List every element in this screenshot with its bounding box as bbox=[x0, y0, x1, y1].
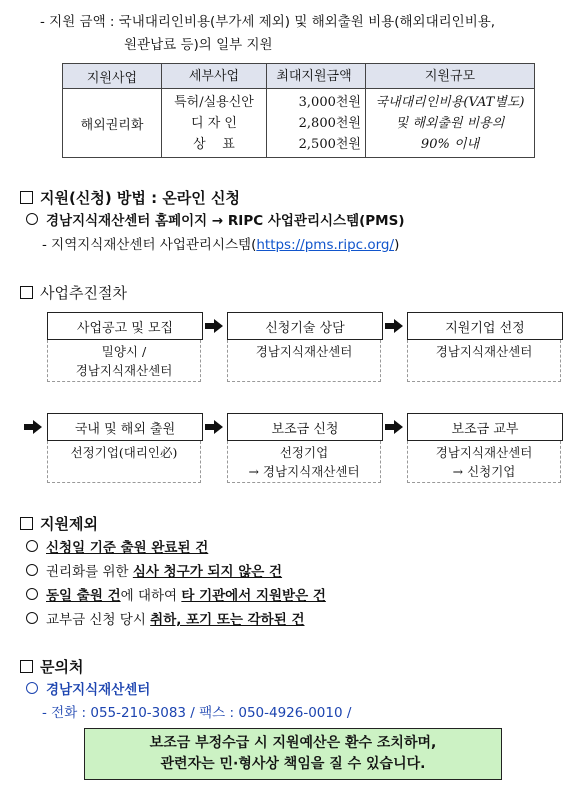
arrow-right-icon bbox=[205, 319, 223, 333]
notice-line2: 관련자는 민·형사상 책임을 질 수 있습니다. bbox=[160, 756, 426, 772]
arrow-right-icon bbox=[385, 319, 403, 333]
max-amount-design: 2,800천원 bbox=[298, 115, 361, 131]
application-sub-suffix: ) bbox=[394, 237, 400, 253]
section-square-icon bbox=[20, 660, 33, 673]
circle-bullet-icon bbox=[26, 612, 38, 624]
step-6-desc-line1: 경남지식재산센터 bbox=[435, 445, 533, 460]
contact-phone-line: - 전화 : 055-210-3083 / 팩스 : 050-4926-0010 / bbox=[42, 705, 352, 721]
header-program: 지원사업 bbox=[63, 64, 162, 89]
sub-program-patent: 특허/실용신안 bbox=[174, 94, 254, 110]
exclusion-1-em: 신청일 기준 출원 완료된 건 bbox=[46, 540, 209, 556]
application-section-title bbox=[20, 187, 240, 209]
exclusion-3-em: 동일 출원 건 bbox=[46, 588, 121, 604]
support-amount-line2: 원관납료 등)의 일부 지원 bbox=[124, 37, 273, 53]
exclusion-4-em: 취하, 포기 또는 각하된 건 bbox=[150, 612, 305, 628]
step-3-desc bbox=[407, 340, 561, 382]
exclusions-section-title bbox=[20, 513, 98, 535]
max-amount-trademark: 2,500천원 bbox=[298, 136, 361, 152]
arrow-right-icon bbox=[205, 420, 223, 434]
step-5-desc bbox=[227, 441, 381, 483]
exclusion-2-em: 심사 청구가 되지 않은 건 bbox=[132, 564, 283, 580]
step-3-desc-line1: 경남지식재산센터 bbox=[435, 344, 533, 359]
step-5-desc-line2: → 경남지식재산센터 bbox=[248, 464, 360, 479]
header-sub-program: 세부사업 bbox=[162, 64, 267, 89]
exclusion-2-pre: 권리화를 위한 bbox=[46, 564, 133, 580]
section-square-icon bbox=[20, 191, 33, 204]
arrow-right-icon bbox=[24, 420, 42, 434]
sub-program-design: 디 자 인 bbox=[191, 115, 237, 131]
exclusion-3-em2: 타 기관에서 지원받은 건 bbox=[181, 588, 326, 604]
exclusion-item-2 bbox=[26, 562, 282, 582]
support-amount-line1: - 지원 금액 : 국내대리인비용(부가세 제외) 및 해외출원 비용(해외대리인비용, bbox=[40, 14, 496, 30]
circle-bullet-icon bbox=[26, 540, 38, 552]
step-2-desc-line1: 경남지식재산센터 bbox=[255, 344, 353, 359]
step-4-box: 국내 및 해외 출원 bbox=[47, 413, 203, 441]
step-6-box: 보조금 교부 bbox=[407, 413, 563, 441]
pms-link[interactable]: https://pms.ripc.org/ bbox=[256, 237, 395, 253]
notice-line1: 보조금 부정수급 시 지원예산은 환수 조치하며, bbox=[149, 735, 437, 751]
step-6-desc bbox=[407, 441, 561, 483]
exclusion-4-pre: 교부금 신청 당시 bbox=[46, 612, 151, 628]
step-5-desc-line1: 선정기업 bbox=[279, 445, 329, 460]
contact-org bbox=[26, 680, 150, 700]
support-table bbox=[62, 63, 535, 158]
program-cell: 해외권리화 bbox=[63, 89, 162, 158]
max-amount-patent: 3,000천원 bbox=[298, 94, 361, 110]
procedure-section-title bbox=[20, 282, 127, 304]
max-amount-cell bbox=[267, 89, 366, 158]
application-sub bbox=[42, 235, 399, 255]
scope-line1: 국내대리인비용(VAT별도) bbox=[375, 94, 525, 110]
scope-line3: 90% 이내 bbox=[420, 136, 480, 152]
circle-bullet-icon bbox=[26, 564, 38, 576]
contact-title-text: 문의처 bbox=[40, 658, 84, 676]
procedure-title-text: 사업추진절차 bbox=[40, 284, 127, 302]
step-5-box: 보조금 신청 bbox=[227, 413, 383, 441]
circle-bullet-icon bbox=[26, 213, 38, 225]
step-1-box: 사업공고 및 모집 bbox=[47, 312, 203, 340]
contact-section-title bbox=[20, 656, 83, 678]
step-1-desc bbox=[47, 340, 201, 382]
application-title-text: 지원(신청) 방법 : 온라인 신청 bbox=[40, 189, 240, 207]
step-1-desc-line1: 밀양시 / bbox=[101, 344, 147, 359]
step-1-desc-line2: 경남지식재산센터 bbox=[75, 363, 173, 378]
exclusion-3-mid: 에 대하여 bbox=[120, 588, 182, 604]
circle-bullet-icon bbox=[26, 588, 38, 600]
arrow-right-icon bbox=[385, 420, 403, 434]
section-square-icon bbox=[20, 286, 33, 299]
step-3-box: 지원기업 선정 bbox=[407, 312, 563, 340]
application-sub-prefix: - 지역지식재산센터 사업관리시스템( bbox=[42, 237, 257, 253]
scope-cell bbox=[366, 89, 535, 158]
application-item-text: 경남지식재산센터 홈페이지 → RIPC 사업관리시스템(PMS) bbox=[46, 213, 405, 229]
scope-line2: 및 해외출원 비용의 bbox=[395, 115, 505, 131]
step-4-desc-line1: 선정기업(대리인必) bbox=[70, 445, 178, 460]
warning-notice bbox=[84, 728, 502, 780]
sub-program-cell bbox=[162, 89, 267, 158]
step-4-desc bbox=[47, 441, 201, 483]
step-2-desc bbox=[227, 340, 381, 382]
exclusion-item-1 bbox=[26, 538, 208, 558]
step-6-desc-line2: → 신청기업 bbox=[452, 464, 516, 479]
application-item bbox=[26, 211, 405, 231]
exclusion-item-4 bbox=[26, 610, 305, 630]
contact-org-text: 경남지식재산센터 bbox=[46, 682, 151, 698]
header-scope: 지원규모 bbox=[366, 64, 535, 89]
table-row bbox=[63, 89, 535, 158]
circle-bullet-icon bbox=[26, 682, 38, 694]
section-square-icon bbox=[20, 517, 33, 530]
exclusions-title-text: 지원제외 bbox=[40, 515, 98, 533]
sub-program-trademark: 상 표 bbox=[193, 136, 235, 152]
header-max-amount: 최대지원금액 bbox=[267, 64, 366, 89]
step-2-box: 신청기술 상담 bbox=[227, 312, 383, 340]
exclusion-item-3 bbox=[26, 586, 326, 606]
